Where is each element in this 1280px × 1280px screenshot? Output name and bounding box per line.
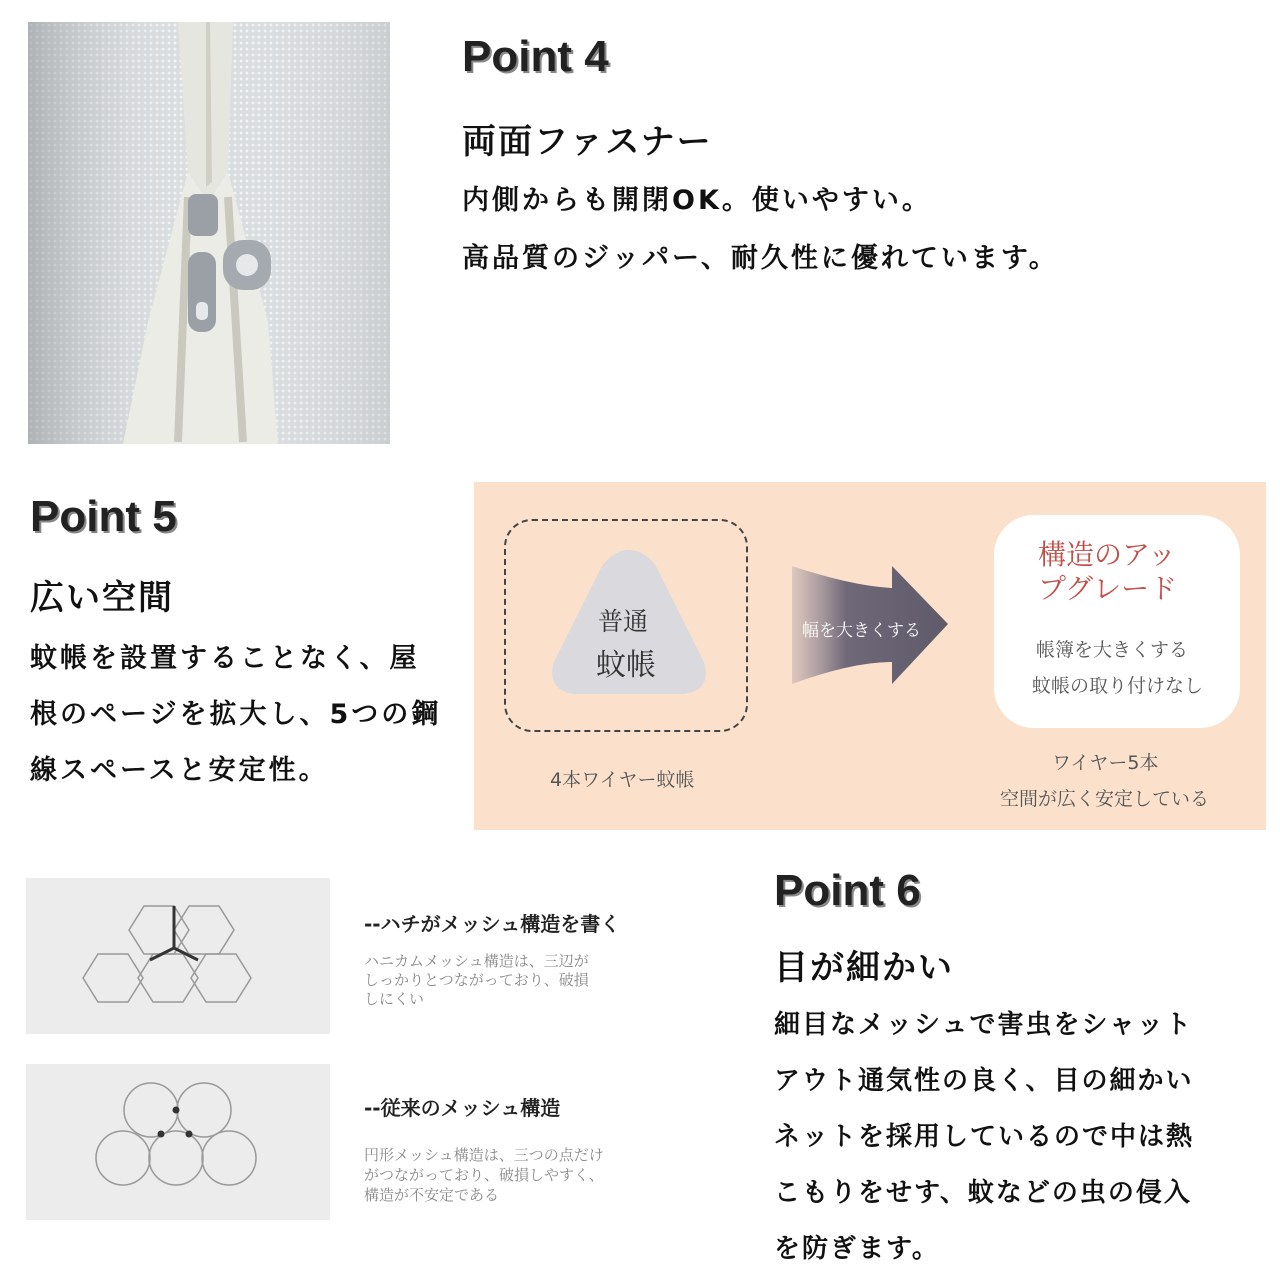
circle-mesh-desc-2: がつながっており、破損しやすく、 — [364, 1166, 604, 1184]
point6-line-4: こもりをせす、蚊などの虫の侵入 — [774, 1178, 1192, 1208]
upgrade-line-2: 蚊帳の取り付けなし — [1032, 675, 1204, 697]
structure-diagram — [474, 482, 1266, 830]
point6-line-3: ネットを採用しているので中は熱 — [774, 1122, 1195, 1152]
point6-subtitle: 目が細かい — [774, 948, 954, 988]
point6-heading: Point 6 — [774, 866, 921, 915]
circle-mesh-diagram — [26, 1064, 330, 1220]
circle-mesh-desc-3: 構造が不安定である — [364, 1186, 500, 1204]
circle-mesh-title: --従来のメッシュ構造 — [364, 1096, 561, 1120]
honeycomb-title: --ハチがメッシュ構造を書く — [364, 912, 621, 936]
point5-line-1: 蚊帳を設置することなく、屋 — [30, 643, 420, 674]
arrow-label: 幅を大きくする — [802, 621, 921, 641]
honeycomb-desc-3: しにくい — [364, 990, 425, 1008]
point6-line-5: を防ぎます。 — [774, 1234, 940, 1264]
honeycomb-diagram — [26, 878, 330, 1034]
point6-line-1: 細目なメッシュで害虫をシャット — [774, 1010, 1193, 1040]
point5-line-3: 線スペースと安定性。 — [30, 755, 329, 786]
point5-heading: Point 5 — [30, 492, 177, 541]
point6-line-2: アウト通気性の良く、目の細かい — [774, 1066, 1194, 1096]
left-caption: 4本ワイヤー蚊帳 — [550, 769, 695, 791]
point4-subtitle: 両面ファスナー — [462, 122, 713, 162]
triangle-label-2: 蚊帳 — [596, 648, 656, 683]
honeycomb-desc-2: しっかりとつながっており、破損 — [364, 971, 589, 989]
point5-subtitle: 広い空間 — [30, 578, 174, 618]
right-caption-2: 空間が広く安定している — [1000, 788, 1210, 810]
triangle-label-1: 普通 — [598, 607, 649, 636]
point5-line-2: 根のページを拡大し、5つの鋼 — [30, 699, 442, 730]
point4-line-2: 高品質のジッパー、耐久性に優れています。 — [462, 243, 1059, 274]
honeycomb-desc-1: ハニカムメッシュ構造は、三辺が — [364, 952, 589, 970]
point4-heading: Point 4 — [462, 32, 609, 81]
right-caption-1: ワイヤー5本 — [1052, 752, 1159, 774]
upgrade-title-1: 構造のアッ — [1038, 538, 1177, 571]
point4-line-1: 内側からも開閉OK。使いやすい。 — [462, 185, 932, 216]
zipper-photo — [28, 22, 390, 444]
upgrade-title-2: プグレード — [1038, 572, 1178, 605]
upgrade-line-1: 帳簿を大きくする — [1036, 639, 1189, 661]
upgrade-box — [994, 515, 1240, 728]
circle-mesh-desc-1: 円形メッシュ構造は、三つの点だけ — [364, 1146, 604, 1164]
